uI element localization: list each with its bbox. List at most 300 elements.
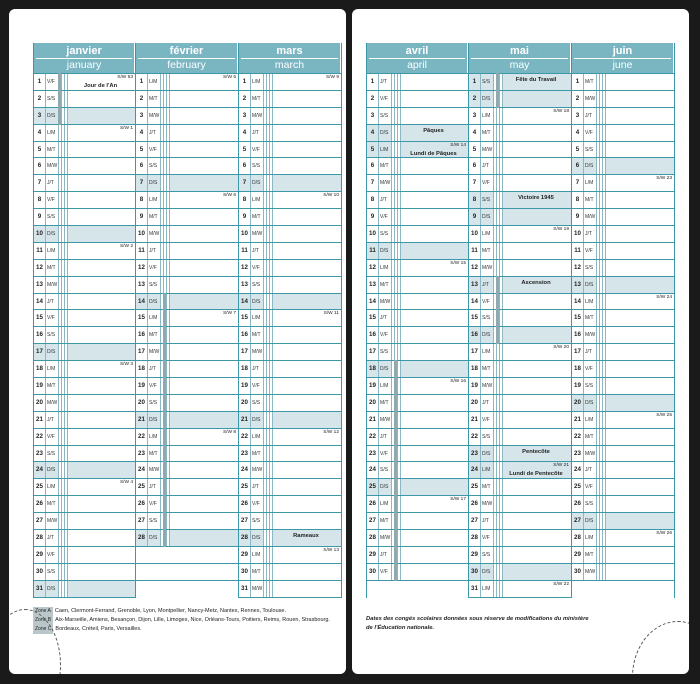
weekday-abbr: D/S: [482, 214, 491, 221]
day-row[interactable]: [136, 496, 238, 513]
day-number: 26: [138, 500, 145, 508]
school-holiday-bar: [394, 428, 397, 446]
day-row[interactable]: [34, 361, 135, 378]
day-number: 18: [36, 365, 43, 373]
day-row[interactable]: [239, 395, 341, 412]
day-row[interactable]: [136, 243, 238, 260]
day-row[interactable]: [34, 429, 135, 446]
day-row[interactable]: [572, 462, 674, 479]
weekday-abbr: L/M: [482, 349, 491, 356]
day-row[interactable]: [136, 260, 238, 277]
day-row[interactable]: [367, 108, 468, 125]
day-row[interactable]: [239, 125, 341, 142]
day-row[interactable]: [34, 175, 135, 192]
day-row[interactable]: [239, 462, 341, 479]
day-number: 23: [369, 449, 376, 457]
day-row[interactable]: [572, 125, 674, 142]
school-holiday-bar: [58, 107, 61, 125]
day-row[interactable]: [136, 226, 238, 243]
day-number: 17: [369, 348, 376, 356]
weekday-abbr: D/S: [482, 332, 491, 339]
day-row[interactable]: [572, 209, 674, 226]
day-number: 25: [574, 483, 581, 491]
weekday-abbr: M/T: [149, 95, 158, 102]
day-row[interactable]: [367, 327, 468, 344]
day-row[interactable]: [572, 91, 674, 108]
day-row[interactable]: [34, 496, 135, 513]
day-row[interactable]: [239, 74, 341, 91]
day-number: 28: [36, 534, 43, 542]
day-number: 22: [369, 432, 376, 440]
weekday-abbr: M/T: [482, 366, 491, 373]
day-row[interactable]: [239, 226, 341, 243]
day-row[interactable]: [367, 158, 468, 175]
day-row[interactable]: [239, 310, 341, 327]
day-row[interactable]: [239, 581, 341, 598]
weekday-abbr: M/T: [380, 518, 389, 525]
day-row[interactable]: [572, 294, 674, 311]
day-row[interactable]: [572, 327, 674, 344]
day-number: 29: [574, 550, 581, 558]
day-number: 29: [36, 550, 43, 558]
day-row[interactable]: [34, 479, 135, 496]
day-row[interactable]: [34, 462, 135, 479]
weekday-abbr: M/W: [585, 568, 596, 575]
day-number: 28: [471, 534, 478, 542]
day-row[interactable]: [239, 327, 341, 344]
day-number: 8: [37, 196, 42, 204]
week-number: S/W 17: [450, 497, 466, 503]
weekday-abbr: M/W: [47, 399, 58, 406]
day-row[interactable]: [367, 530, 468, 547]
day-row[interactable]: [239, 361, 341, 378]
day-number: 3: [139, 111, 144, 119]
day-row[interactable]: [469, 125, 571, 142]
day-row[interactable]: [367, 74, 468, 91]
weekday-abbr: M/T: [149, 332, 158, 339]
empty-day-row: [136, 581, 238, 598]
day-row[interactable]: [136, 310, 238, 327]
day-number: 18: [241, 365, 248, 373]
day-row[interactable]: [572, 175, 674, 192]
day-number: 4: [242, 128, 247, 136]
day-row[interactable]: [367, 192, 468, 209]
day-row[interactable]: [34, 260, 135, 277]
week-number: S/W 3: [119, 362, 133, 368]
day-row[interactable]: [572, 277, 674, 294]
day-number: 23: [138, 449, 145, 457]
school-zones-legend: [33, 607, 330, 634]
weekday-abbr: M/W: [482, 501, 493, 508]
day-row[interactable]: [136, 175, 238, 192]
day-number: 4: [139, 128, 144, 136]
day-row[interactable]: [136, 125, 238, 142]
weekday-abbr: L/M: [252, 551, 261, 558]
day-row[interactable]: [136, 395, 238, 412]
day-row[interactable]: [367, 277, 468, 294]
day-row[interactable]: [34, 74, 135, 91]
weekday-abbr: S/S: [149, 399, 158, 406]
day-row[interactable]: [469, 327, 571, 344]
day-number: 24: [36, 466, 43, 474]
day-row[interactable]: [469, 344, 571, 361]
day-number: 11: [471, 246, 478, 254]
legend-line: [33, 607, 330, 616]
day-row[interactable]: [367, 142, 468, 159]
day-number: 2: [575, 94, 580, 102]
day-row[interactable]: [239, 192, 341, 209]
day-number: 11: [241, 246, 248, 254]
day-row[interactable]: [572, 513, 674, 530]
day-row[interactable]: [367, 412, 468, 429]
day-number: 9: [242, 213, 247, 221]
day-row[interactable]: [572, 479, 674, 496]
day-row[interactable]: [469, 226, 571, 243]
day-row[interactable]: [136, 209, 238, 226]
day-row[interactable]: [136, 446, 238, 463]
day-row[interactable]: [469, 192, 571, 209]
day-row[interactable]: [239, 446, 341, 463]
day-row[interactable]: [572, 74, 674, 91]
day-row[interactable]: [469, 175, 571, 192]
weekday-abbr: S/S: [149, 281, 158, 288]
day-row[interactable]: [572, 243, 674, 260]
weekday-abbr: J/T: [149, 129, 156, 136]
weekday-abbr: V/F: [47, 433, 55, 440]
weekday-abbr: S/S: [47, 568, 56, 575]
day-row[interactable]: [572, 429, 674, 446]
day-row[interactable]: [136, 108, 238, 125]
holiday-label: Pentecôte: [522, 448, 550, 455]
day-row[interactable]: [367, 479, 468, 496]
day-number: 30: [369, 567, 376, 575]
day-row[interactable]: [239, 530, 341, 547]
day-row[interactable]: [367, 344, 468, 361]
day-row[interactable]: [34, 547, 135, 564]
day-row[interactable]: [367, 294, 468, 311]
day-row[interactable]: [34, 513, 135, 530]
day-row[interactable]: [469, 412, 571, 429]
day-number: 28: [241, 534, 248, 542]
day-row[interactable]: [469, 446, 571, 463]
day-row[interactable]: [367, 564, 468, 581]
day-number: 19: [574, 382, 581, 390]
weekday-abbr: S/S: [252, 399, 261, 406]
day-number: 11: [574, 246, 581, 254]
day-number: 20: [36, 398, 43, 406]
day-row[interactable]: [34, 344, 135, 361]
month-name-en: april: [369, 58, 465, 72]
day-row[interactable]: [34, 294, 135, 311]
day-row[interactable]: [367, 496, 468, 513]
day-row[interactable]: [469, 513, 571, 530]
weekday-abbr: M/T: [482, 484, 491, 491]
month-header: [34, 43, 135, 73]
day-number: 27: [241, 517, 248, 525]
day-number: 6: [242, 162, 247, 170]
day-row[interactable]: [572, 142, 674, 159]
day-row[interactable]: [469, 108, 571, 125]
weekday-abbr: M/W: [252, 349, 263, 356]
day-row[interactable]: [469, 294, 571, 311]
day-row[interactable]: [367, 429, 468, 446]
day-row[interactable]: [572, 361, 674, 378]
day-number: 13: [241, 280, 248, 288]
week-number: S/W 21: [553, 463, 569, 469]
day-row[interactable]: [572, 108, 674, 125]
weekday-abbr: M/T: [380, 399, 389, 406]
day-row[interactable]: [239, 108, 341, 125]
day-row[interactable]: [469, 462, 571, 479]
day-row[interactable]: [572, 344, 674, 361]
day-row[interactable]: [136, 91, 238, 108]
day-row[interactable]: [367, 91, 468, 108]
day-number: 1: [575, 78, 580, 85]
weekday-abbr: D/S: [149, 298, 158, 305]
day-row[interactable]: [239, 142, 341, 159]
day-number: 27: [138, 517, 145, 525]
day-row[interactable]: [34, 209, 135, 226]
weekday-abbr: J/T: [482, 281, 489, 288]
day-number: 5: [37, 145, 42, 153]
day-number: 29: [471, 550, 478, 558]
day-row[interactable]: [34, 530, 135, 547]
day-row[interactable]: [34, 395, 135, 412]
month-column: [239, 43, 342, 598]
weekday-abbr: M/T: [47, 146, 56, 153]
day-number: 17: [138, 348, 145, 356]
day-row[interactable]: [367, 378, 468, 395]
weekday-abbr: V/F: [585, 129, 593, 136]
day-row[interactable]: [136, 74, 238, 91]
day-row[interactable]: [34, 108, 135, 125]
day-number: 5: [472, 145, 477, 153]
day-row[interactable]: [136, 294, 238, 311]
weekday-abbr: S/S: [252, 518, 261, 525]
day-row[interactable]: [367, 125, 468, 142]
week-number: S/W 19: [553, 227, 569, 233]
day-row[interactable]: [34, 378, 135, 395]
day-row[interactable]: [136, 378, 238, 395]
school-holiday-bar: [163, 495, 166, 513]
day-row[interactable]: [367, 446, 468, 463]
day-row[interactable]: [239, 564, 341, 581]
day-row[interactable]: [136, 158, 238, 175]
day-row[interactable]: [572, 412, 674, 429]
day-row[interactable]: [572, 530, 674, 547]
day-number: 13: [138, 280, 145, 288]
day-row[interactable]: [239, 429, 341, 446]
day-number: 1: [37, 78, 42, 85]
day-row[interactable]: [469, 158, 571, 175]
day-number: 11: [369, 246, 376, 254]
day-row[interactable]: [34, 277, 135, 294]
day-row[interactable]: [239, 547, 341, 564]
day-row[interactable]: [469, 209, 571, 226]
day-row[interactable]: [239, 513, 341, 530]
weekday-abbr: M/T: [47, 501, 56, 508]
day-row[interactable]: [34, 142, 135, 159]
day-row[interactable]: [367, 243, 468, 260]
day-row[interactable]: [469, 479, 571, 496]
weekday-abbr: M/T: [482, 129, 491, 136]
day-row[interactable]: [239, 378, 341, 395]
day-row[interactable]: [239, 277, 341, 294]
weekday-abbr: S/S: [380, 112, 389, 119]
day-row[interactable]: [136, 513, 238, 530]
day-number: 11: [36, 246, 43, 254]
day-row[interactable]: [469, 142, 571, 159]
day-row[interactable]: [469, 91, 571, 108]
day-row[interactable]: [572, 564, 674, 581]
weekday-abbr: D/S: [482, 95, 491, 102]
day-row[interactable]: [239, 294, 341, 311]
day-row[interactable]: [469, 547, 571, 564]
zone-cities: Caen, Clermont-Ferrand, Grenoble, Lyon, Montpellier, Nancy-Metz, Nantes, Rennes, Toulouse.: [54, 608, 286, 614]
day-row[interactable]: [469, 564, 571, 581]
day-row[interactable]: [34, 327, 135, 344]
weekday-abbr: M/W: [149, 467, 160, 474]
day-row[interactable]: [367, 310, 468, 327]
weekday-abbr: M/W: [380, 535, 391, 542]
day-row[interactable]: [367, 462, 468, 479]
day-row[interactable]: [239, 209, 341, 226]
weekday-abbr: M/T: [585, 551, 594, 558]
weekday-abbr: L/M: [252, 433, 261, 440]
weekday-abbr: M/W: [47, 163, 58, 170]
day-row[interactable]: [469, 581, 571, 598]
day-row[interactable]: [136, 327, 238, 344]
day-row[interactable]: [367, 395, 468, 412]
weekday-abbr: V/F: [585, 484, 593, 491]
day-row[interactable]: [34, 581, 135, 598]
day-row[interactable]: [367, 361, 468, 378]
day-row[interactable]: [469, 395, 571, 412]
day-number: 22: [241, 432, 248, 440]
week-number: S/W 26: [656, 531, 672, 537]
day-row[interactable]: [34, 226, 135, 243]
day-row[interactable]: [239, 243, 341, 260]
school-holiday-bar: [163, 445, 166, 463]
month-header: [136, 43, 238, 73]
day-row[interactable]: [239, 344, 341, 361]
day-row[interactable]: [136, 462, 238, 479]
weekday-abbr: M/T: [482, 247, 491, 254]
day-number: 4: [370, 128, 375, 136]
day-row[interactable]: [239, 91, 341, 108]
week-number: S/W 5: [222, 75, 236, 80]
day-row[interactable]: [469, 378, 571, 395]
day-row[interactable]: [469, 361, 571, 378]
weekday-abbr: M/W: [149, 231, 160, 238]
day-row[interactable]: [34, 310, 135, 327]
weekday-abbr: V/F: [47, 315, 55, 322]
day-row[interactable]: [136, 412, 238, 429]
day-row[interactable]: [572, 446, 674, 463]
weekday-abbr: L/M: [482, 231, 491, 238]
day-row[interactable]: [367, 547, 468, 564]
day-row[interactable]: [136, 142, 238, 159]
day-row[interactable]: [469, 277, 571, 294]
day-row[interactable]: [136, 277, 238, 294]
day-row[interactable]: [136, 479, 238, 496]
day-number: 3: [37, 111, 42, 119]
day-number: 14: [138, 297, 145, 305]
holiday-label: Jour de l'An: [83, 83, 118, 89]
day-row[interactable]: [572, 395, 674, 412]
empty-day-row: [136, 547, 238, 564]
day-row[interactable]: [34, 192, 135, 209]
weekday-abbr: V/F: [380, 568, 388, 575]
day-row[interactable]: [239, 175, 341, 192]
day-row[interactable]: [239, 496, 341, 513]
day-row[interactable]: [136, 361, 238, 378]
day-row[interactable]: [469, 243, 571, 260]
day-row[interactable]: [572, 226, 674, 243]
day-row[interactable]: [239, 260, 341, 277]
day-row[interactable]: [34, 446, 135, 463]
day-row[interactable]: [136, 344, 238, 361]
day-row[interactable]: [136, 530, 238, 547]
day-row[interactable]: [572, 310, 674, 327]
day-number: 25: [241, 483, 248, 491]
day-row[interactable]: [239, 158, 341, 175]
day-row[interactable]: [469, 496, 571, 513]
day-row[interactable]: [239, 479, 341, 496]
day-row[interactable]: [367, 175, 468, 192]
day-row[interactable]: [572, 547, 674, 564]
day-row[interactable]: [367, 260, 468, 277]
right-page: [352, 9, 689, 674]
day-number: 14: [241, 297, 248, 305]
day-row[interactable]: [469, 74, 571, 91]
day-number: 15: [241, 314, 248, 322]
day-row[interactable]: [572, 378, 674, 395]
school-holiday-bar: [394, 563, 397, 581]
day-number: 1: [370, 78, 375, 85]
day-row[interactable]: [34, 158, 135, 175]
day-row[interactable]: [239, 412, 341, 429]
day-row[interactable]: [572, 260, 674, 277]
day-number: 19: [138, 382, 145, 390]
day-row[interactable]: [34, 91, 135, 108]
week-number: S/W 12: [323, 429, 339, 435]
month-column: [366, 43, 469, 598]
week-number: S/W 8: [222, 429, 236, 435]
day-row[interactable]: [34, 243, 135, 260]
day-row[interactable]: [572, 496, 674, 513]
day-row[interactable]: [367, 209, 468, 226]
day-number: 7: [139, 179, 144, 187]
day-row[interactable]: [469, 310, 571, 327]
school-holiday-bar: [394, 461, 397, 479]
day-row[interactable]: [34, 564, 135, 581]
day-row[interactable]: [469, 429, 571, 446]
day-row[interactable]: [34, 412, 135, 429]
day-row[interactable]: [367, 513, 468, 530]
day-row[interactable]: [572, 192, 674, 209]
weekday-abbr: S/S: [47, 332, 56, 339]
month-column: [136, 43, 239, 598]
weekday-abbr: J/T: [585, 112, 592, 119]
day-row[interactable]: [136, 429, 238, 446]
day-row[interactable]: [469, 260, 571, 277]
day-row[interactable]: [469, 530, 571, 547]
day-row[interactable]: [34, 125, 135, 142]
day-row[interactable]: [136, 192, 238, 209]
day-row[interactable]: [367, 226, 468, 243]
day-row[interactable]: [572, 158, 674, 175]
